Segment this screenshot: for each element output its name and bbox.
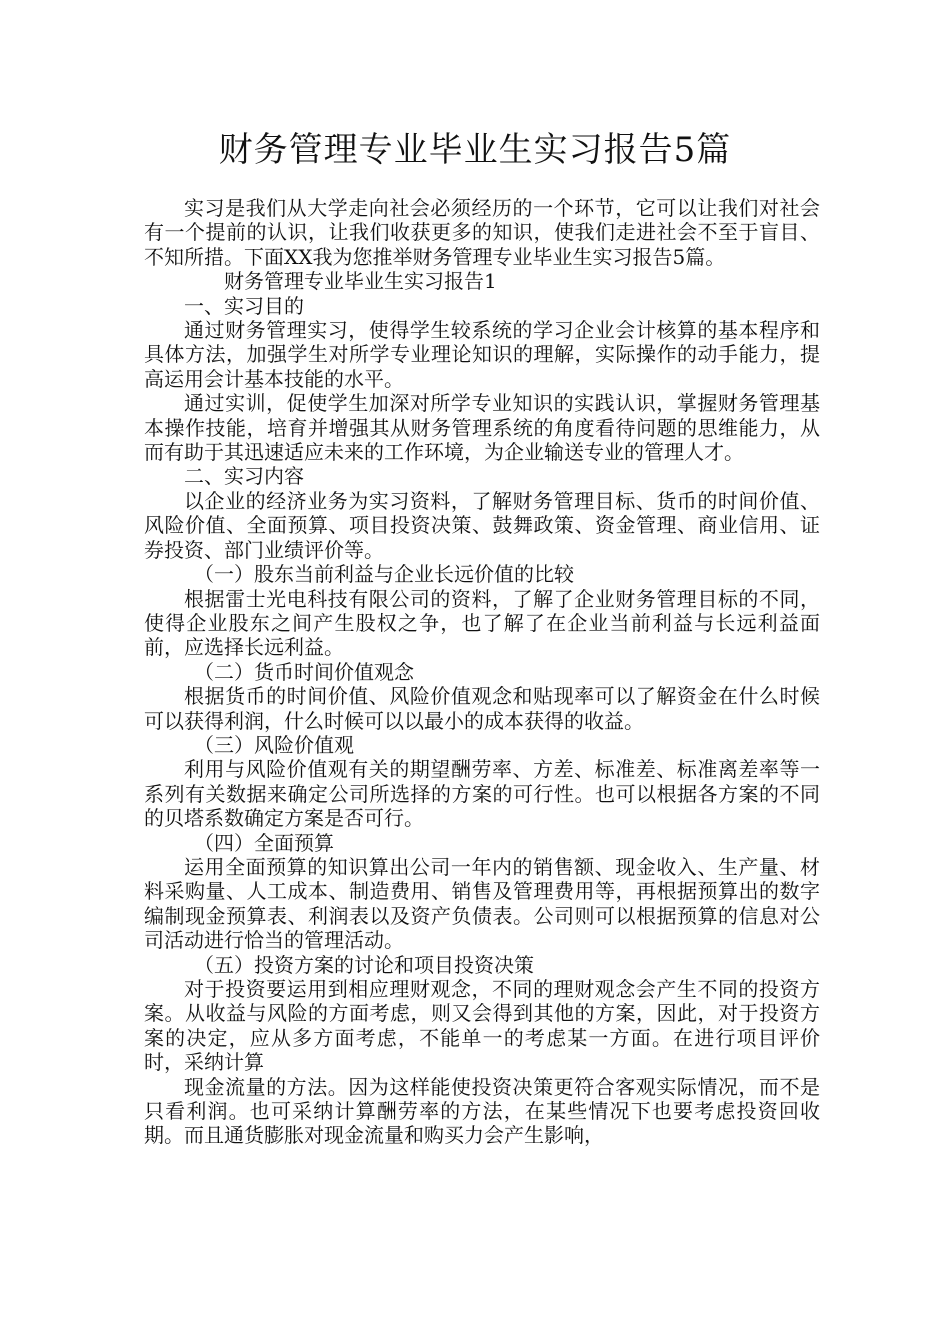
paragraph: 对于投资要运用到相应理财观念，不同的理财观念会产生不同的投资方案。从收益与风险的方面考虑，则又会得到其他的方案，因此，对于投资方案的决定，应从多方面考虑，不能单一的考虑某一方面。在进行项目评价时，采纳计算 bbox=[144, 977, 820, 1075]
paragraph: 通过财务管理实习，使得学生较系统的学习企业会计核算的基本程序和具体方法，加强学生对所学专业理论知识的理解，实际操作的动手能力，提高运用会计基本技能的水平。 bbox=[144, 318, 820, 391]
paragraph: 根据雷士光电科技有限公司的资料，了解了企业财务管理目标的不同，使得企业股东之间产生股权之争，也了解了在企业当前利益与长远利益面前，应选择长远利益。 bbox=[144, 586, 820, 660]
subsection-heading: （五）投资方案的讨论和项目投资决策 bbox=[194, 952, 534, 977]
paragraph: 现金流量的方法。因为这样能使投资决策更符合客观实际情况，而不是只看利润。也可采纳计算酬劳率的方法，在某些情况下也要考虑投资回收期。而且通货膨胀对现金流量和购买力会产生影响， bbox=[144, 1074, 820, 1148]
paragraph: 利用与风险价值观有关的期望酬劳率、方差、标准差、标准离差率等一系列有关数据来确定公司所选择的方案的可行性。也可以根据各方案的不同的贝塔系数确定方案是否可行。 bbox=[144, 757, 820, 831]
document-body bbox=[144, 196, 820, 1148]
section-heading-content: 二、实习内容 bbox=[184, 464, 304, 489]
document-title: 财务管理专业毕业生实习报告5篇 bbox=[218, 130, 732, 170]
paragraph: 运用全面预算的知识算出公司一年内的销售额、现金收入、生产量、材料采购量、人工成本、制造费用、销售及管理费用等，再根据预算出的数字编制现金预算表、利润表以及资产负债表。公司则可以根据预算的信息对公司活动进行恰当的管理活动。 bbox=[144, 854, 820, 953]
intro-paragraph: 实习是我们从大学走向社会必须经历的一个环节，它可以让我们对社会有一个提前的认识，让我们收获更多的知识，使我们走进社会不至于盲目、不知所措。下面XX我为您推举财务管理专业毕业生实习报告5篇。 bbox=[144, 196, 820, 269]
paragraph: 根据货币的时间价值、风险价值观念和贴现率可以了解资金在什么时候可以获得利润，什么时候可以以最小的成本获得的收益。 bbox=[144, 684, 820, 733]
report-heading: 财务管理专业毕业生实习报告1 bbox=[224, 269, 497, 294]
section-heading-purpose: 一、实习目的 bbox=[184, 293, 304, 318]
subsection-heading: （三）风险价值观 bbox=[194, 732, 354, 757]
subsection-heading: （四）全面预算 bbox=[194, 830, 334, 855]
subsection-heading: （二）货币时间价值观念 bbox=[194, 659, 414, 684]
paragraph: 以企业的经济业务为实习资料，了解财务管理目标、货币的时间价值、风险价值、全面预算、项目投资决策、鼓舞政策、资金管理、商业信用、证券投资、部门业绩评价等。 bbox=[144, 488, 820, 562]
subsection-heading: （一）股东当前利益与企业长远价值的比较 bbox=[194, 562, 574, 587]
paragraph: 通过实训，促使学生加深对所学专业知识的实践认识，掌握财务管理基本操作技能，培育并增强其从财务管理系统的角度看待问题的思维能力，从而有助于其迅速适应未来的工作环境，为企业输送专业的管理人才。 bbox=[144, 391, 820, 465]
